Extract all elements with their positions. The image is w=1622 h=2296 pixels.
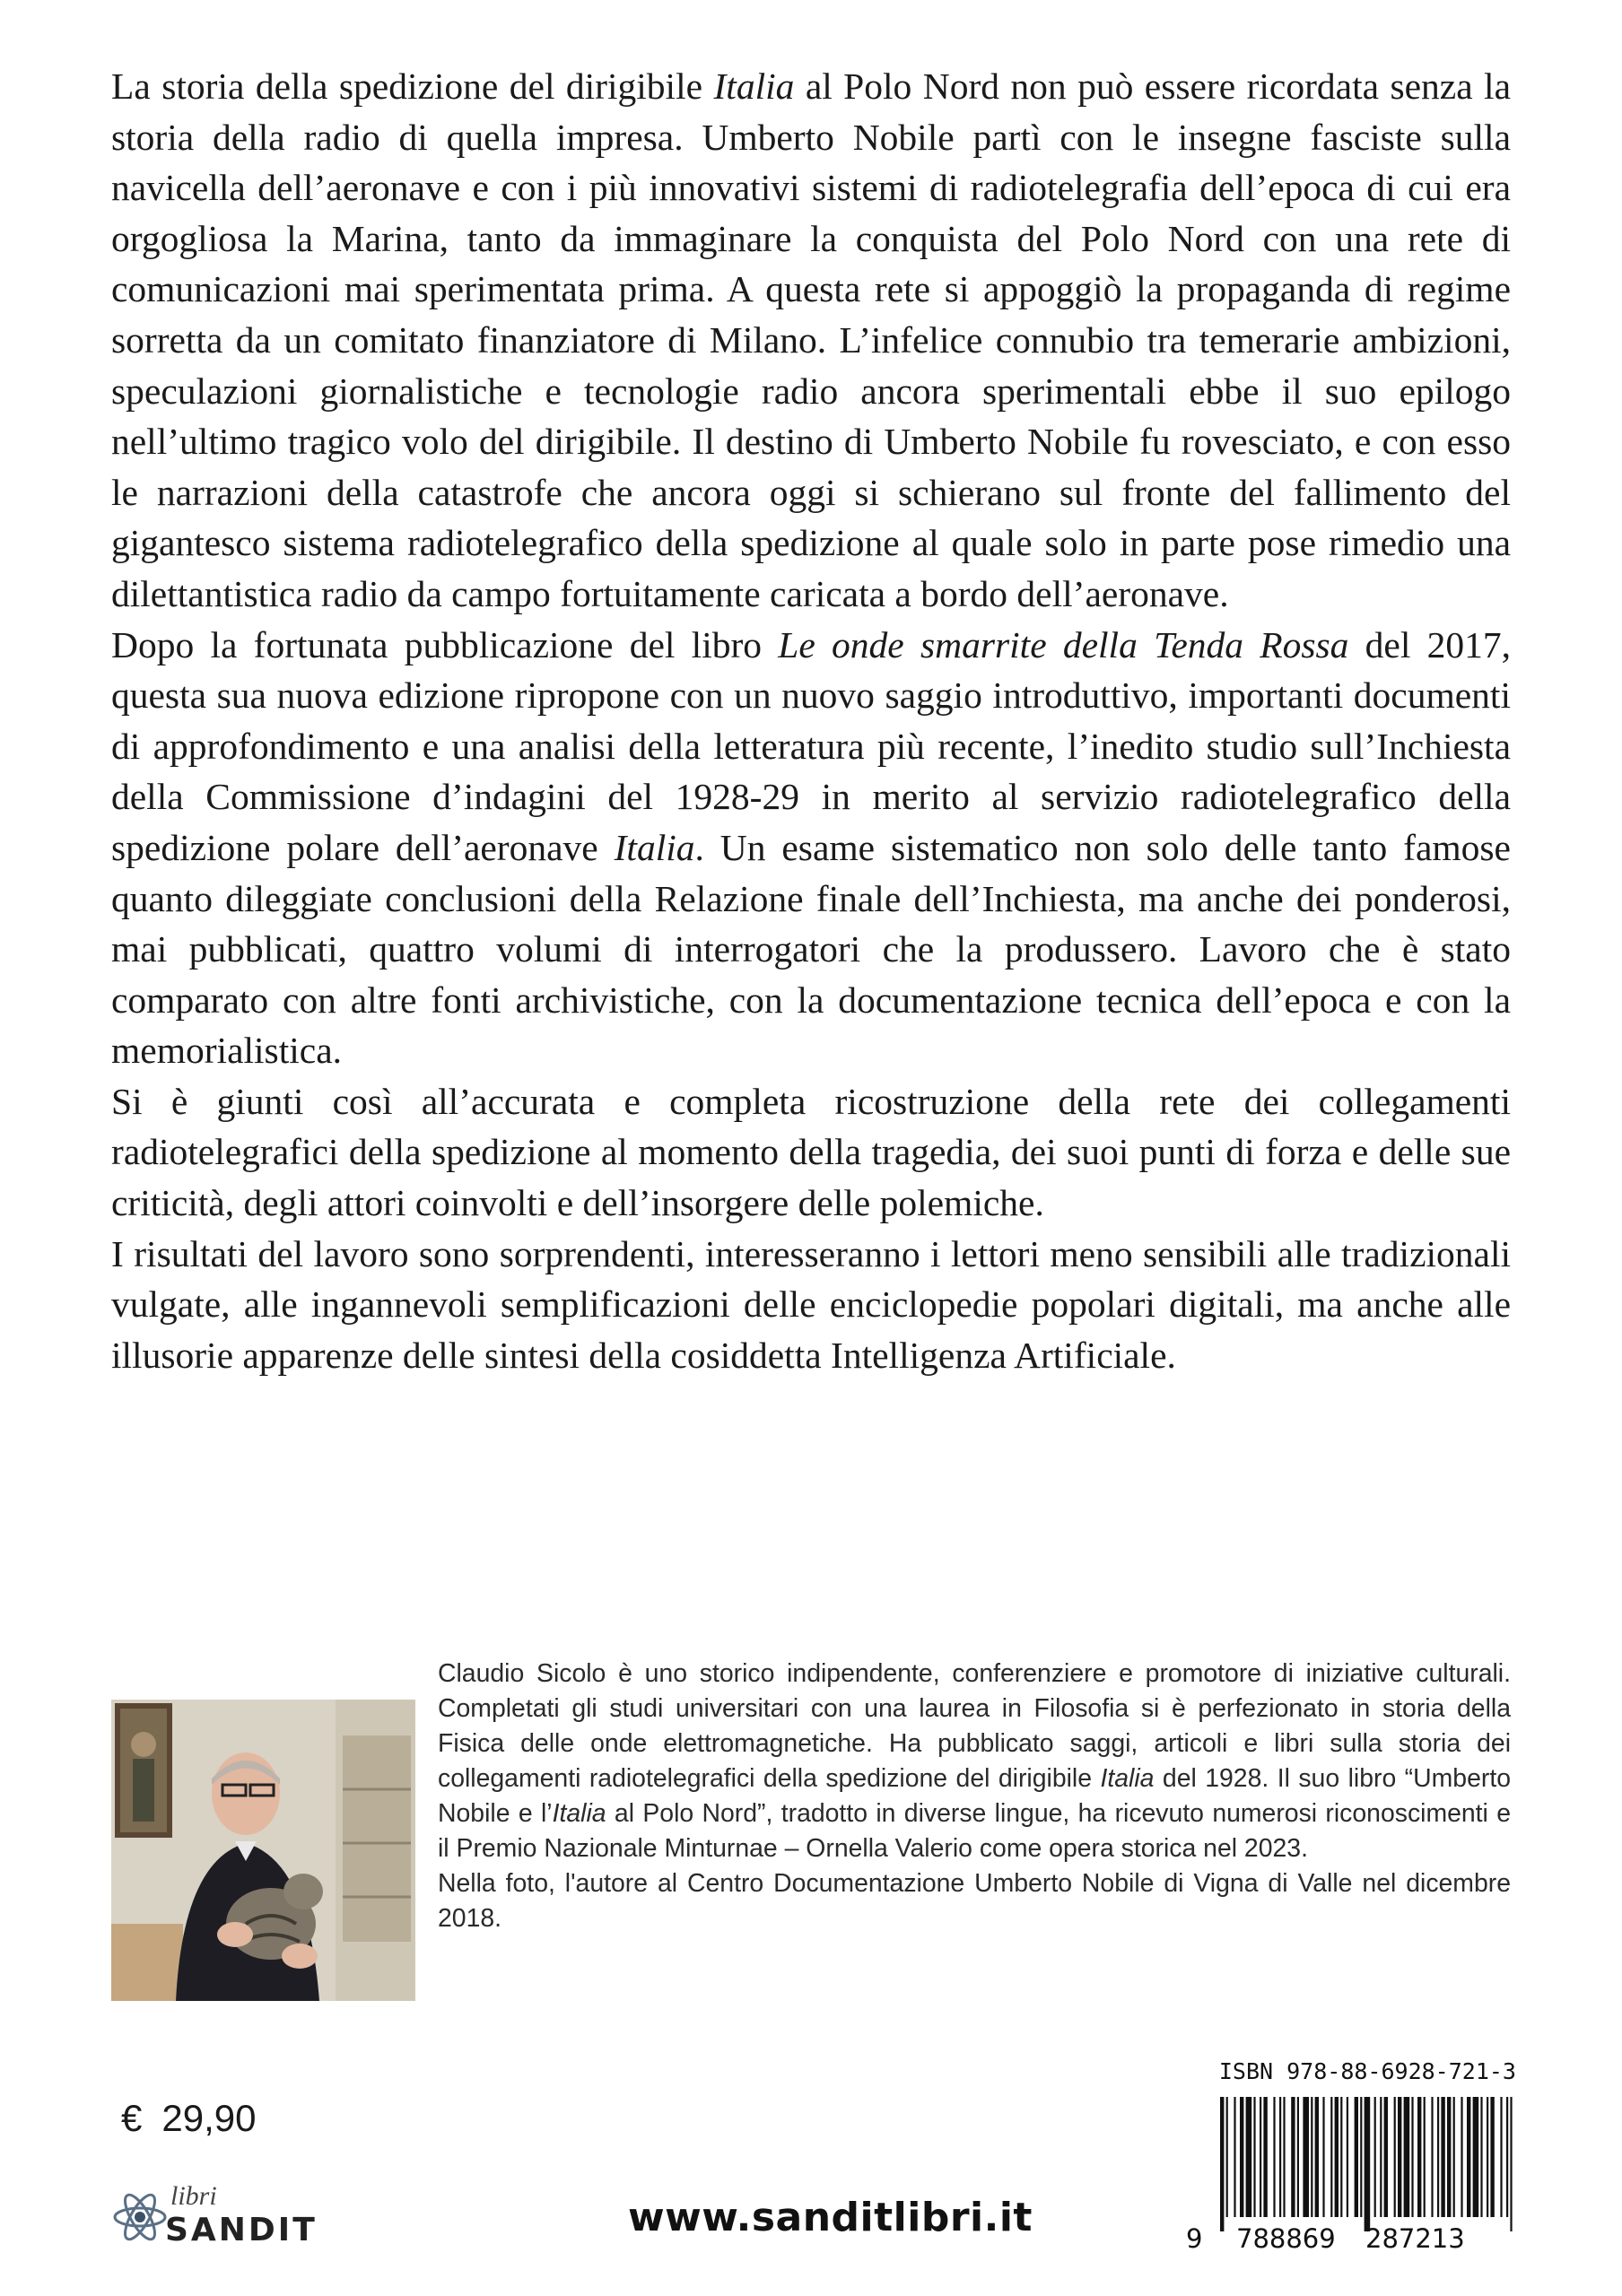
barcode-bar bbox=[1311, 2097, 1312, 2217]
previous-book-title: Le onde smarrite della Tenda Rossa bbox=[778, 623, 1349, 665]
blurb-paragraph-1: La storia della spedizione del dirigibile Italia al Polo Nord non può essere ricordata senza la storia della radio di quella impresa. Umberto Nobile partì con le insegne fasciste sulla navicella dell’aeronave e con i più innovativi sistemi di radiotelegrafia dell’epoca di cui era orgogliosa la Marina, tanto da immaginare la conquista del Polo Nord con una rete di comunicazioni mai sperimentata prima. A questa rete si appoggiò la propaganda di regime sorretta da un comitato finanziatore di Milano. L’infelice connubio tra temerarie ambizioni, speculazioni giornalistiche e tecnologie radio ancora sperimentali ebbe il suo epilogo nell’ultimo tragico volo del dirigibile. Il destino di Umberto Nobile fu rovesciato, e con esso le narrazioni della catastrofe che ancora oggi si schierano sul fronte del fallimento del gigantesco sistema radiotelegrafico della spedizione al quale solo in parte pose rimedio una dilettantistica radio da campo fortuitamente caricata a bordo dell’aeronave. bbox=[111, 65, 1511, 614]
barcode-bar bbox=[1441, 2097, 1444, 2217]
barcode-digits-right: 287213 bbox=[1365, 2223, 1465, 2254]
barcode-bar bbox=[1291, 2097, 1295, 2217]
barcode-bar bbox=[1431, 2097, 1433, 2217]
photo-caption: Nella foto, l'autore al Centro Documentazione Umberto Nobile di Vigna di Valle nel dicembre 2018. bbox=[438, 1869, 1511, 1933]
publisher-logo bbox=[111, 2179, 327, 2260]
barcode-bar bbox=[1360, 2097, 1362, 2217]
barcode-bar bbox=[1394, 2097, 1396, 2217]
author-photo bbox=[111, 1700, 415, 2001]
barcode-digit-first: 9 bbox=[1186, 2223, 1203, 2254]
barcode-bar bbox=[1240, 2097, 1243, 2217]
barcode-bar bbox=[1417, 2097, 1421, 2217]
barcode-bar bbox=[1506, 2097, 1508, 2217]
barcode-bar bbox=[1226, 2097, 1228, 2217]
barcode-bar bbox=[1365, 2097, 1371, 2231]
barcode-bar bbox=[1398, 2097, 1401, 2217]
barcode-bar bbox=[1453, 2097, 1455, 2217]
logo-sandit-text: SANDIT bbox=[165, 2212, 318, 2248]
barcode-bar bbox=[1384, 2097, 1388, 2217]
barcode-bar bbox=[1404, 2097, 1410, 2217]
barcode-bar bbox=[1467, 2097, 1470, 2217]
blurb-paragraph-3: Si è giunti così all’accurata e completa ricostruzione della rete dei collegamenti radiotelegrafici della spedizione al momento della tragedia, dei suoi punti di forza e delle sue criticità, degli attori coinvolti e dell’insorgere delle polemiche. bbox=[111, 1080, 1511, 1224]
barcode-bar bbox=[1437, 2097, 1439, 2217]
barcode-bar bbox=[1461, 2097, 1462, 2217]
price bbox=[121, 2097, 256, 2140]
barcode-bar bbox=[1253, 2097, 1255, 2217]
isbn-label: ISBN 978-88-6928-721-3 bbox=[1218, 2058, 1516, 2084]
barcode-bar bbox=[1220, 2097, 1224, 2231]
barcode-bar bbox=[1234, 2097, 1235, 2217]
barcode-bar bbox=[1380, 2097, 1382, 2217]
isbn-barcode bbox=[1218, 2097, 1520, 2231]
barcode-bar bbox=[1246, 2097, 1252, 2217]
back-cover-blurb bbox=[111, 61, 1511, 1380]
barcode-bar bbox=[1263, 2097, 1267, 2217]
publisher-website[interactable]: www.sanditlibri.it bbox=[628, 2195, 1033, 2240]
airship-name: Italia bbox=[713, 65, 795, 107]
price-amount: 29,90 bbox=[161, 2097, 257, 2139]
bio-paragraph: Claudio Sicolo è uno storico indipendente, conferenziere e promotore di iniziative culturali. Completati gli studi universitari con una laurea in Filosofia si è perfezionato in storia della Fisica delle onde elettromagnetiche. Ha pubblicato saggi, articoli e libri sulla storia dei collegamenti radiotelegrafici della spedizione del dirigibile Italia del 1928. Il suo libro “Umberto Nobile e l’Italia al Polo Nord”, tradotto in diverse lingue, ha ricevuto numerosi riconoscimenti e il Premio Nazionale Minturnae – Ornella Valerio come opera storica nel 2023. bbox=[438, 1659, 1511, 1863]
barcode-bar bbox=[1355, 2097, 1358, 2217]
barcode-bar bbox=[1279, 2097, 1281, 2217]
barcode-bar bbox=[1411, 2097, 1413, 2217]
barcode-bar bbox=[1473, 2097, 1479, 2217]
barcode-bar bbox=[1322, 2097, 1324, 2217]
barcode-bar bbox=[1283, 2097, 1285, 2217]
barcode-bar bbox=[1490, 2097, 1494, 2217]
barcode-bar bbox=[1260, 2097, 1261, 2217]
airship-name: Italia bbox=[614, 826, 695, 868]
barcode-bar bbox=[1303, 2097, 1309, 2217]
barcode-bar bbox=[1335, 2097, 1339, 2217]
barcode-bar bbox=[1500, 2097, 1502, 2217]
blurb-paragraph-2: Dopo la fortunata pubblicazione del libro Le onde smarrite della Tenda Rossa del 2017, questa sua nuova edizione ripropone con un nuovo saggio introduttivo, importanti documenti di approfondimento e una analisi della letteratura più recente, l’inedito studio sull’Inchiesta della Commissione d’indagini del 1928-29 in merito al servizio radiotelegrafico della spedizione polare dell’aeronave Italia. Un esame sistematico non solo delle tanto famose quanto dileggiate conclusioni della Relazione finale dell’Inchiesta, ma anche dei ponderosi, mai pubblicati, quattro volumi di interrogatori che la produssero. Lavoro che è stato comparato con altre fonti archivistiche, con la documentazione tecnica dell’epoca e con la memorialistica. bbox=[111, 623, 1512, 1072]
barcode-bar bbox=[1315, 2097, 1319, 2217]
barcode-digits-left: 788869 bbox=[1236, 2223, 1336, 2254]
blurb-paragraph-4: I risultati del lavoro sono sorprendenti, interesseranno i lettori meno sensibili alle tradizionali vulgate, alle ingannevoli semplificazioni delle enciclopedie popolari digitali, ma anche alle illusorie apparenze delle sintesi della cosiddetta Intelligenza Artificiale. bbox=[111, 1232, 1511, 1376]
logo-libri-text: libri bbox=[170, 2181, 217, 2211]
barcode-bar bbox=[1480, 2097, 1482, 2217]
barcode-bar bbox=[1330, 2097, 1332, 2217]
barcode-bar bbox=[1347, 2097, 1348, 2217]
barcode-bar bbox=[1487, 2097, 1488, 2217]
barcode-bar bbox=[1273, 2097, 1275, 2217]
barcode-bar bbox=[1374, 2097, 1376, 2217]
atom-icon bbox=[111, 2188, 169, 2246]
barcode-bar bbox=[1424, 2097, 1426, 2217]
barcode-bar bbox=[1447, 2097, 1451, 2217]
barcode-bar bbox=[1340, 2097, 1342, 2217]
barcode-bar bbox=[1297, 2097, 1299, 2217]
currency-symbol: € bbox=[121, 2097, 143, 2139]
author-bio bbox=[438, 1657, 1511, 1936]
barcode-bar bbox=[1510, 2097, 1512, 2231]
